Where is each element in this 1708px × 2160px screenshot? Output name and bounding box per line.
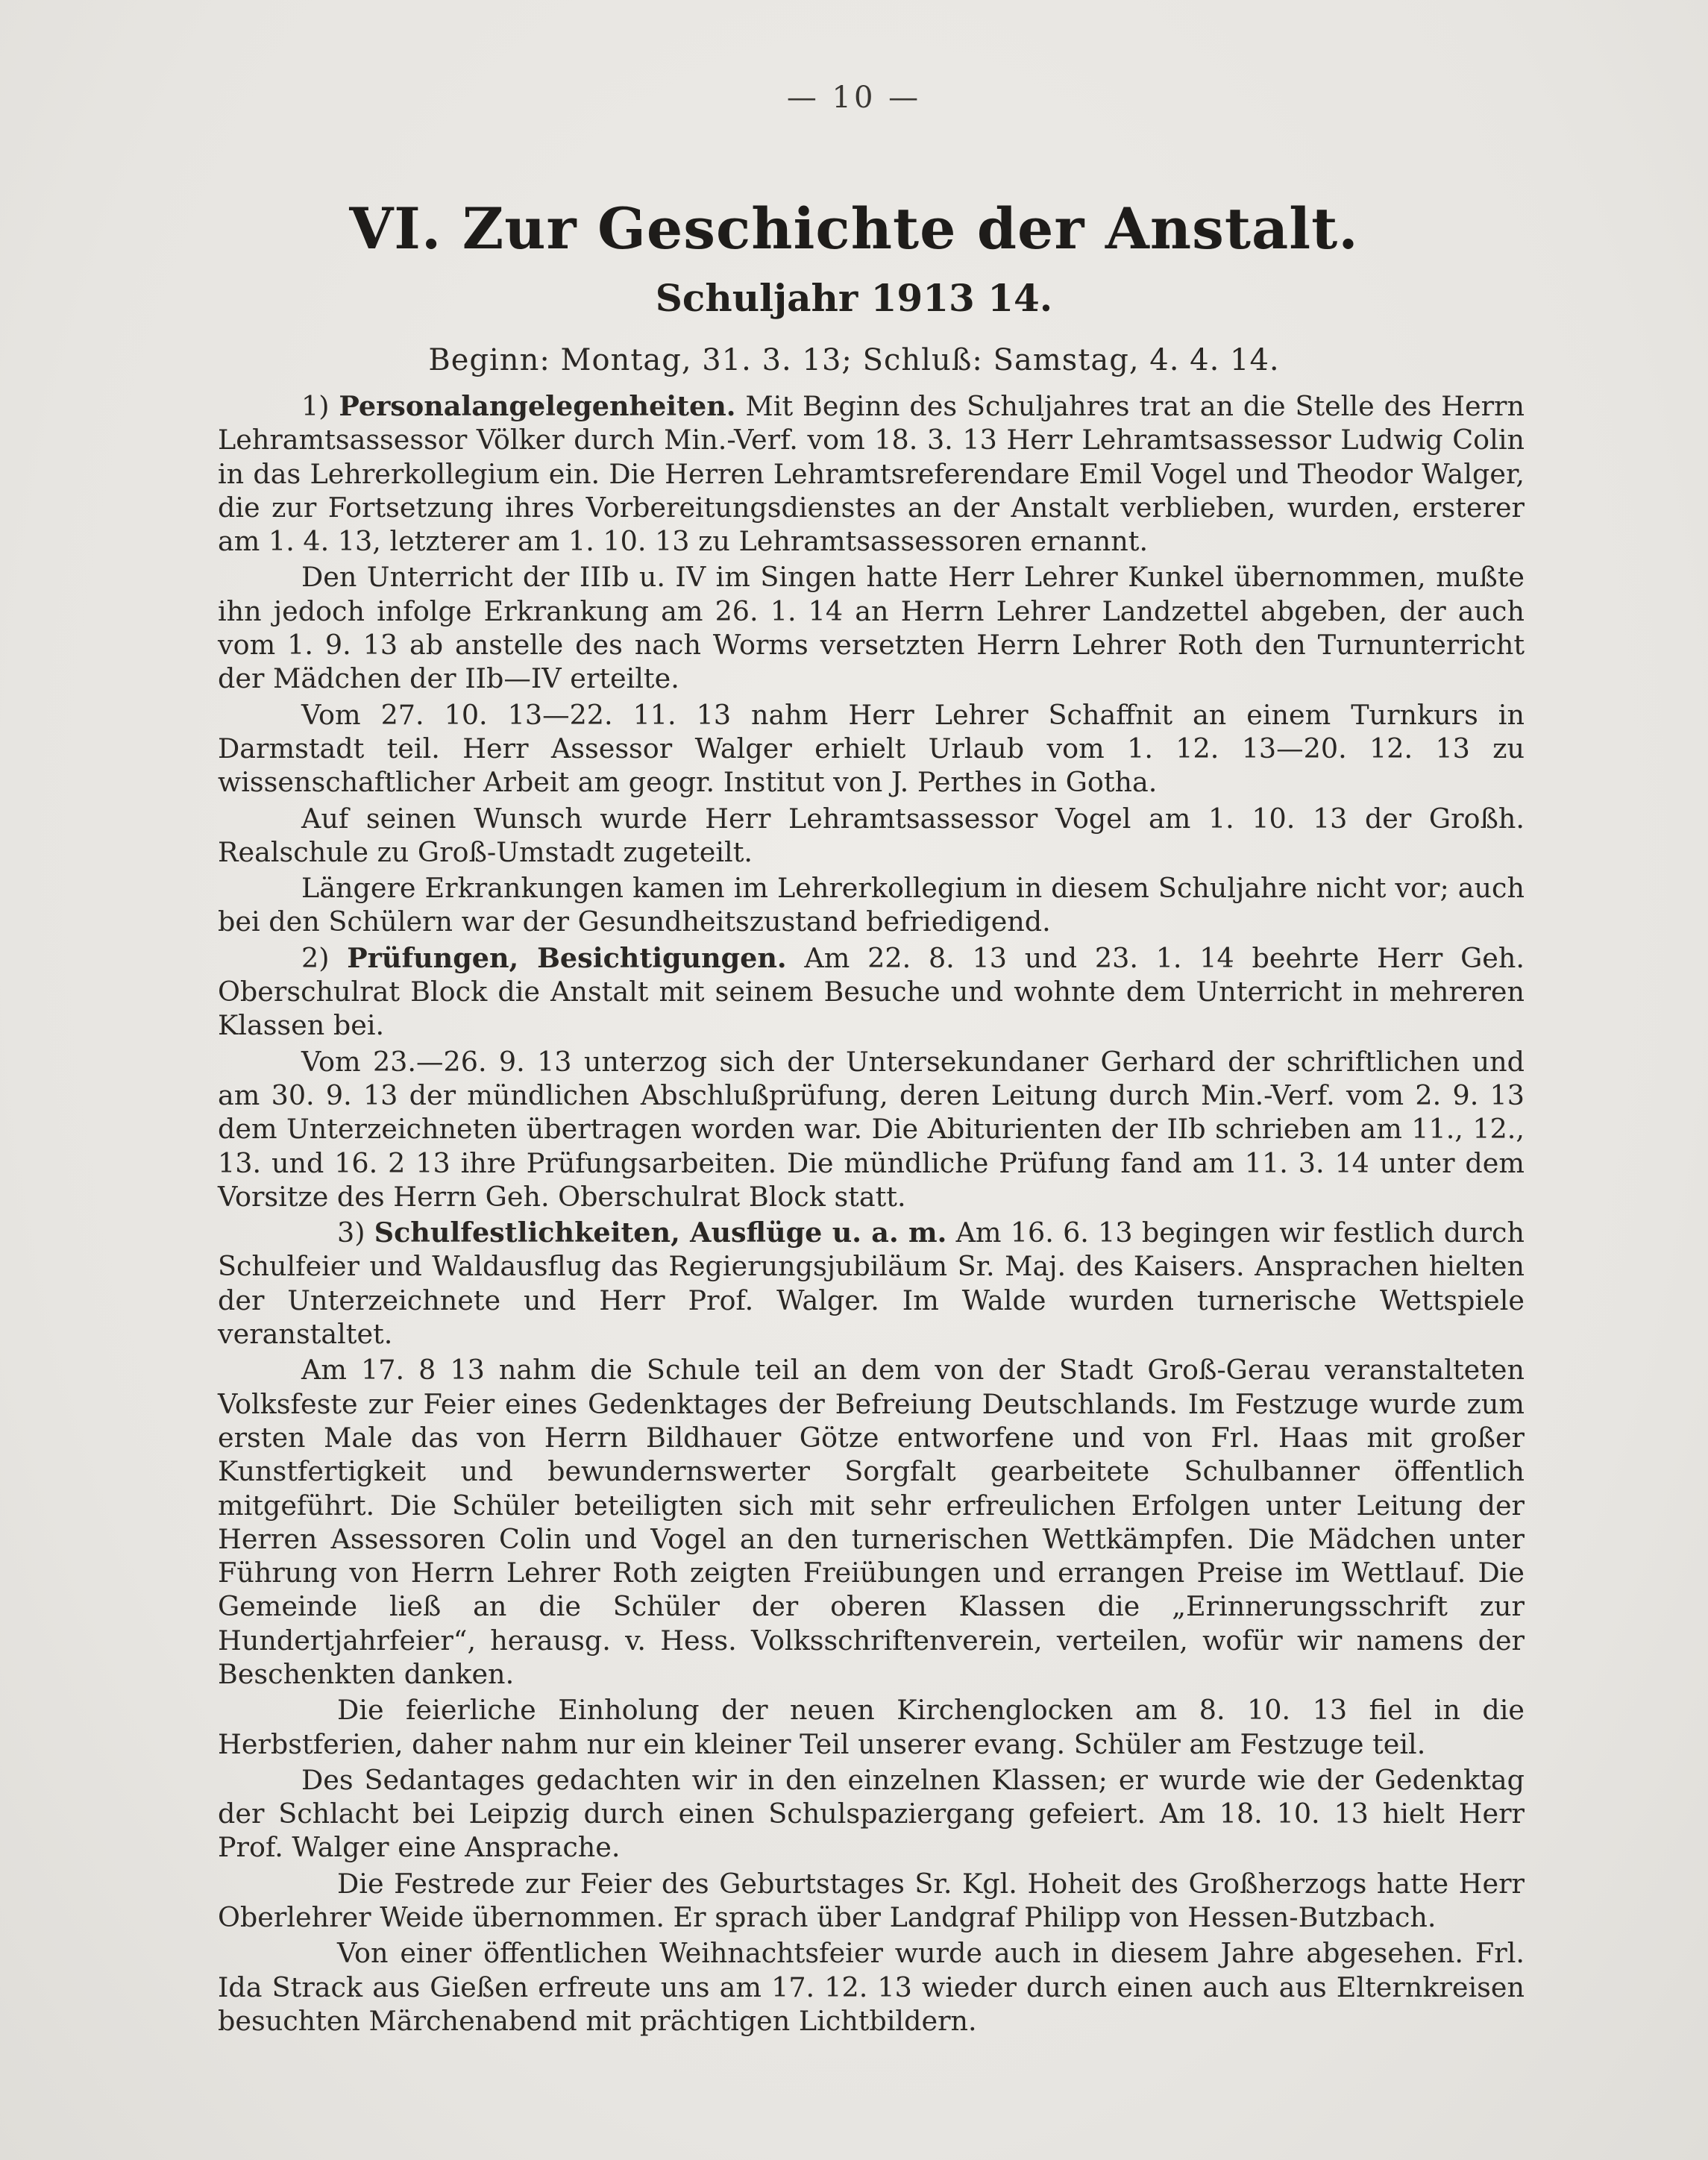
page-number: — 10 — bbox=[786, 81, 922, 115]
paragraph: Von einer öffentlichen Weihnachtsfeier wurde auch in diesem Jahre abgesehen. Frl. Ida Strack aus Gießen erfreute uns am 17. 12. 13 wieder durch einen auch aus Elternkreisen besuchten Märchenabend mit prächtigen Lichtbildern. bbox=[218, 1937, 1525, 2037]
paragraph: Die feierliche Einholung der neuen Kirchenglocken am 8. 10. 13 fiel in die Herbstferien, daher nahm nur ein kleiner Teil unserer evang. Schüler am Festzuge teil. bbox=[218, 1694, 1525, 1760]
paragraph: Des Sedantages gedachten wir in den einzelnen Klassen; er wurde wie der Gedenktag der Schlacht bei Leipzig durch einen Schulspaziergang gefeiert. Am 18. 10. 13 hielt Herr Prof. Walger eine Ansprache. bbox=[218, 1763, 1525, 1864]
paragraph: Vom 27. 10. 13—22. 11. 13 nahm Herr Lehrer Schaffnit an einem Turnkurs in Darmstadt teil. Herr Assessor Walger erhielt Urlaub vom 1. 12. 13—20. 12. 13 zu wissenschaftlicher Arbeit am geogr. Institut von J. Perthes in Gotha. bbox=[218, 698, 1525, 799]
school-year-subtitle: Schuljahr 1913 14. bbox=[655, 276, 1053, 320]
section-heading-exams: Prüfungen, Besichtigungen. bbox=[347, 941, 787, 974]
section-heading-festivities: Schulfestlichkeiten, Ausflüge u. a. m. bbox=[374, 1216, 947, 1249]
page-title: VI. Zur Geschichte der Anstalt. bbox=[349, 195, 1359, 262]
paragraph bbox=[218, 941, 1525, 1043]
paragraph-text: Mit Beginn des Schuljahres trat an die Stelle des Herrn Lehramtsassessor Völker durch Min.-Verf. vom 18. 3. 13 Herr Lehramtsassessor Ludwig Colin in das Lehrerkollegium ein. Die Herren Lehramtsreferendare Emil Vogel und Theodor Walger, die zur Fortsetzung ihres Vorbereitungsdienstes an der Anstalt verblieben, wurden, ersterer am 1. 4. 13, letzterer am 1. 10. 13 zu Lehramtsassessoren ernannt. bbox=[218, 390, 1525, 558]
section-number: 1) bbox=[301, 390, 330, 422]
section-heading-personnel: Personalangelegenheiten. bbox=[339, 390, 736, 422]
paragraph: Vom 23.—26. 9. 13 unterzog sich der Untersekundaner Gerhard der schriftlichen und am 30. 9. 13 der mündlichen Abschlußprüfung, deren Leitung durch Min.-Verf. vom 2. 9. 13 dem Unterzeichneten übertragen worden war. Die Abiturienten der IIb schrieben am 11., 12., 13. und 16. 2 13 ihre Prüfungsarbeiten. Die mündliche Prüfung fand am 11. 3. 14 unter dem Vorsitze des Herrn Geh. Oberschulrat Block statt. bbox=[218, 1045, 1525, 1213]
paragraph bbox=[218, 389, 1525, 558]
paragraph-text: Am 16. 6. 13 begingen wir festlich durch Schulfeier und Waldausflug das Regierungsjubiläum Sr. Maj. des Kaisers. Ansprachen hielten der Unterzeichnete und Herr Prof. Walger. Im Walde wurden turnerische Wettspiele veranstaltet. bbox=[218, 1216, 1525, 1351]
paragraph bbox=[218, 1216, 1525, 1351]
paragraph: Auf seinen Wunsch wurde Herr Lehramtsassessor Vogel am 1. 10. 13 der Großh. Realschule zu Groß-Umstadt zugeteilt. bbox=[218, 802, 1525, 868]
section-number: 2) bbox=[301, 941, 330, 974]
body-text bbox=[218, 389, 1525, 2040]
paragraph: Die Festrede zur Feier des Geburtstages Sr. Kgl. Hoheit des Großherzogs hatte Herr Oberlehrer Weide übernommen. Er sprach über Landgraf Philipp von Hessen-Butzbach. bbox=[218, 1867, 1525, 1934]
term-dates: Beginn: Montag, 31. 3. 13; Schluß: Samstag, 4. 4. 14. bbox=[428, 343, 1280, 377]
paragraph: Den Unterricht der IIIb u. IV im Singen hatte Herr Lehrer Kunkel übernommen, mußte ihn jedoch infolge Erkrankung am 26. 1. 14 an Herrn Lehrer Landzettel abgeben, der auch vom 1. 9. 13 ab anstelle des nach Worms versetzten Herrn Lehrer Roth den Turnunterricht der Mädchen der IIb—IV erteilte. bbox=[218, 561, 1525, 695]
paragraph: Am 17. 8 13 nahm die Schule teil an dem von der Stadt Groß-Gerau veranstalteten Volksfeste zur Feier eines Gedenktages der Befreiung Deutschlands. Im Festzuge wurde zum ersten Male das von Herrn Bildhauer Götze entworfene und von Frl. Haas mit großer Kunstfertigkeit und bewundernswerter Sorgfalt gearbeitete Schulbanner öffentlich mitgeführt. Die Schüler beteiligten sich mit sehr erfreulichen Erfolgen unter Leitung der Herren Assessoren Colin und Vogel an den turnerischen Wettkämpfen. Die Mädchen unter Führung von Herrn Lehrer Roth zeigten Freiübungen und errangen Preise im Wettlauf. Die Gemeinde ließ an die Schüler der oberen Klassen die „Erinnerungsschrift zur Hundertjahrfeier“, herausg. v. Hess. Volksschriftenverein, verteilen, wofür wir namens der Beschenkten danken. bbox=[218, 1354, 1525, 1690]
paragraph: Längere Erkrankungen kamen im Lehrerkollegium in diesem Schuljahre nicht vor; auch bei den Schülern war der Gesundheitszustand befriedigend. bbox=[218, 872, 1525, 938]
paragraph-text: Am 22. 8. 13 und 23. 1. 14 beehrte Herr Geh. Oberschulrat Block die Anstalt mit seinem Besuche und wohnte dem Unterricht in mehreren Klassen bei. bbox=[218, 941, 1525, 1042]
section-number: 3) bbox=[337, 1216, 365, 1249]
